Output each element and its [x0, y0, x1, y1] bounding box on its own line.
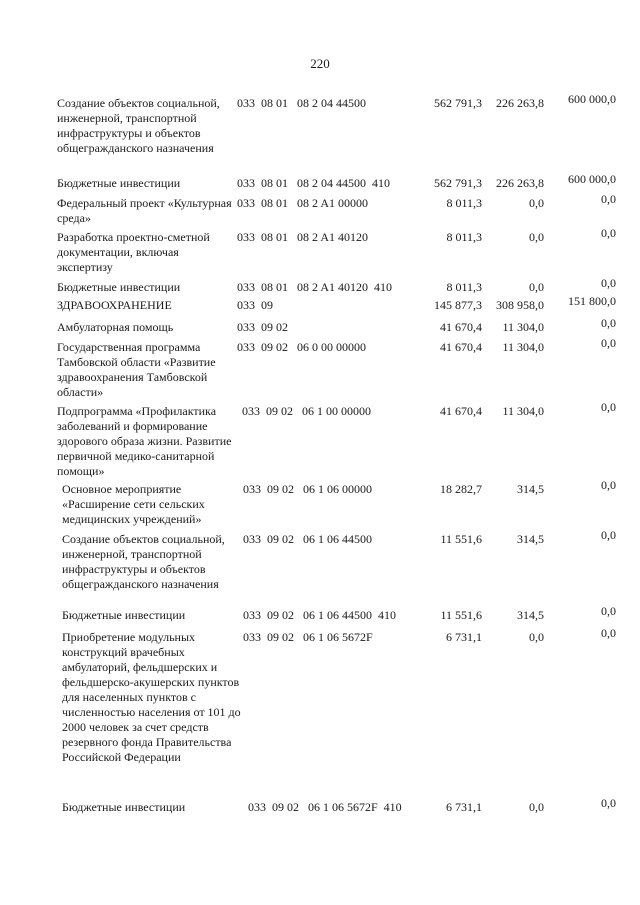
- row-amount-2: 0,0: [529, 196, 544, 210]
- row-amount-1: 41 670,4: [440, 340, 482, 354]
- row-amount-2: 226 263,8: [496, 176, 544, 190]
- row-code: 033 08 01 08 2 A1 40120 410: [237, 280, 393, 294]
- row-amount-3: 0,0: [601, 796, 616, 810]
- row-name: Основное мероприятие «Расширение сети сельских медицинских учреждений»: [62, 482, 205, 526]
- row-amount-2: 314,5: [517, 532, 544, 546]
- row-code: 033 08 01 08 2 A1 40120: [237, 230, 369, 244]
- row-name: Государственная программа Тамбовской области «Развитие здравоохранения Тамбовской области»: [57, 340, 216, 399]
- row-amount-2: 226 263,8: [496, 96, 544, 110]
- row-name: Разработка проектно-сметной документации, включая экспертизу: [57, 230, 210, 274]
- row-amount-1: 11 551,6: [440, 608, 482, 622]
- row-amount-3: 0,0: [601, 336, 616, 350]
- row-amount-3: 600 000,0: [568, 172, 616, 186]
- row-code: 033 09: [237, 298, 273, 312]
- row-amount-2: 11 304,0: [502, 320, 544, 334]
- row-name: Приобретение модульных конструкций врачебных амбулаторий, фельдшерских и фельдшерско-акушерских пунктов для населенных пунктов с численностью населения от 101 до 2000 человек за счет средств резервного фонда Правительства Российской Федерации: [62, 630, 241, 764]
- row-name: Создание объектов социальной, инженерной, транспортной инфраструктуры и объектов общегражданского назначения: [62, 532, 225, 591]
- row-amount-3: 0,0: [601, 528, 616, 542]
- row-code: 033 09 02: [237, 320, 288, 334]
- row-amount-1: 11 551,6: [440, 532, 482, 546]
- row-amount-2: 0,0: [529, 800, 544, 814]
- row-name: ЗДРАВООХРАНЕНИЕ: [57, 298, 172, 312]
- row-code: 033 08 01 08 2 04 44500: [237, 96, 366, 110]
- row-amount-2: 314,5: [517, 608, 544, 622]
- row-amount-3: 0,0: [601, 478, 616, 492]
- row-name: Создание объектов социальной, инженерной, транспортной инфраструктуры и объектов общегражданского назначения: [57, 96, 220, 155]
- row-code: 033 08 01 08 2 04 44500 410: [237, 176, 390, 190]
- row-code: 033 09 02 06 1 00 00000: [242, 404, 371, 418]
- row-amount-3: 600 000,0: [568, 92, 616, 106]
- row-code: 033 08 01 08 2 A1 00000: [237, 196, 369, 210]
- row-amount-3: 0,0: [601, 604, 616, 618]
- row-amount-2: 11 304,0: [502, 404, 544, 418]
- row-code: 033 09 02 06 1 06 5672F: [243, 630, 373, 644]
- row-amount-2: 11 304,0: [502, 340, 544, 354]
- row-amount-1: 8 011,3: [446, 280, 482, 294]
- row-amount-2: 308 958,0: [496, 298, 544, 312]
- row-name: Бюджетные инвестиции: [57, 176, 181, 190]
- row-code: 033 09 02 06 1 06 5672F 410: [248, 800, 402, 814]
- row-amount-2: 0,0: [529, 630, 544, 644]
- row-amount-1: 6 731,1: [446, 630, 482, 644]
- row-amount-3: 151 800,0: [568, 294, 616, 308]
- row-code: 033 09 02 06 1 06 00000: [243, 482, 372, 496]
- row-amount-1: 145 877,3: [434, 298, 482, 312]
- row-name: Бюджетные инвестиции: [62, 608, 186, 622]
- page-number: 220: [310, 56, 330, 71]
- row-amount-2: 0,0: [529, 230, 544, 244]
- row-amount-1: 562 791,3: [434, 176, 482, 190]
- row-name: Федеральный проект «Культурная среда»: [57, 196, 232, 225]
- row-amount-1: 8 011,3: [446, 230, 482, 244]
- row-amount-1: 562 791,3: [434, 96, 482, 110]
- row-amount-1: 18 282,7: [440, 482, 482, 496]
- row-amount-3: 0,0: [601, 276, 616, 290]
- row-code: 033 09 02 06 1 06 44500 410: [243, 608, 396, 622]
- row-name: Подпрограмма «Профилактика заболеваний и формирование здорового образа жизни. Развитие первичной медико-санитарной помощи»: [57, 404, 232, 478]
- row-amount-3: 0,0: [601, 192, 616, 206]
- row-amount-1: 6 731,1: [446, 800, 482, 814]
- row-code: 033 09 02 06 0 00 00000: [237, 340, 366, 354]
- row-amount-2: 314,5: [517, 482, 544, 496]
- row-amount-3: 0,0: [601, 626, 616, 640]
- row-code: 033 09 02 06 1 06 44500: [243, 532, 372, 546]
- row-name: Амбулаторная помощь: [57, 320, 174, 334]
- row-name: Бюджетные инвестиции: [57, 280, 181, 294]
- row-amount-3: 0,0: [601, 400, 616, 414]
- row-amount-1: 8 011,3: [446, 196, 482, 210]
- row-amount-1: 41 670,4: [440, 404, 482, 418]
- row-amount-3: 0,0: [601, 316, 616, 330]
- row-amount-2: 0,0: [529, 280, 544, 294]
- row-amount-3: 0,0: [601, 226, 616, 240]
- row-amount-1: 41 670,4: [440, 320, 482, 334]
- row-name: Бюджетные инвестиции: [62, 800, 186, 814]
